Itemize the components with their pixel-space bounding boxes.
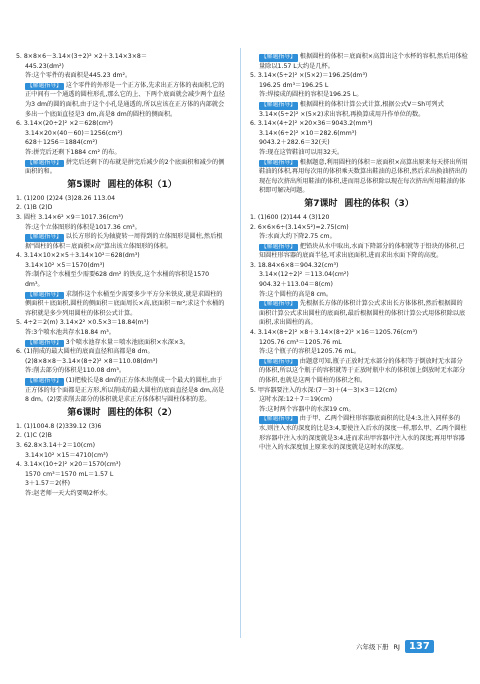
solution-hint xyxy=(16,376,228,405)
hint-tag: 【解题指导】 xyxy=(261,358,296,365)
hint-tag: 【解题指导】 xyxy=(27,159,62,166)
answer-line: 1. (1)1004.8 (2)339.12 (3)6 xyxy=(16,422,102,430)
page-footer xyxy=(356,640,434,653)
right-column xyxy=(250,52,468,453)
answer-line: 答:制作这个水桶至少需要628 dm² 的铁皮,这个水桶的容积是1570 dm³。 xyxy=(25,271,210,289)
hint-text: 拼完后还剩下的布就是拼完后减少的2个底面积和减少的侧面积的和。 xyxy=(25,158,225,176)
answer-line: 答:这个圆柱的高是8 cm。 xyxy=(259,290,333,298)
solution-hint xyxy=(16,290,228,319)
hint-tag: 【解题指导】 xyxy=(27,339,62,346)
answer-line: 3.14×10² ×15＝4710(cm³) xyxy=(25,451,109,459)
answer-line: 9043.2＋282.6＝32(天) xyxy=(259,139,330,147)
hint-tag: 【解题指导】 xyxy=(27,378,62,384)
answer-line: 4. 3.14×(10÷2)² ×20＝1570(cm³) xyxy=(16,461,121,469)
answer-line: 1. (1)600 (2)144 4 (3)120 xyxy=(250,213,330,221)
answer-line: 3.14×(12÷2)² ＝113.04(cm²) xyxy=(259,271,349,279)
answer-line: 6. (1)削成的最大圆柱的底面直径和高都是8 dm。 xyxy=(16,348,154,356)
answer-line: 答:拼完后还剩下1884 cm² 的布。 xyxy=(25,148,121,156)
hint-text: 根据圆柱的体积＝底面积×高算出这个水杯的容积,然后用体检量除以1.57 L大约是几杯。 xyxy=(259,53,468,70)
section-title xyxy=(16,406,228,421)
answer-line: 这时水深:12＋7＝19(cm) xyxy=(259,396,333,404)
hint-text: 把铅块从水中取出,水面下降部分的体积就等于铅块的体积,已知圆柱形容器的底面半径,可求出底面积,进而求出水面下降的高度。 xyxy=(259,242,465,260)
hint-text: (1)把棱长是8 dm的正方体木块削成一个最大的圆柱,由于正方体的每个面都是正方形,所以削成的最大圆柱的底面直径是8 dm,高是8 dm。(2)要求削去部分的体积就是求正方体体积与圆柱体积的差。 xyxy=(25,377,225,404)
answer-line: 6. 3.14×(4÷2)² ×20×36＝9043.2(mm³) xyxy=(250,120,373,128)
answer-line: 1205.76 cm³＝1205.76 mL xyxy=(259,338,342,346)
hint-text: 3个喷水池存水量＝喷水池底面积×水深×3。 xyxy=(65,338,190,346)
answer-line: 3. 62.8×3.14＋2＝10(cm) xyxy=(16,441,96,449)
hint-text: 根据题意,利用圆柱的体积＝底面积×高算出原来每天挤出所用鞋油的体积,再用每次用的体积乘天数算出鞋油的总体积,然后求出换油挤出的现在每次挤出所用鞋油的体积,进而用总体积除以现在每次挤出所用鞋油的体积即可解决问题。 xyxy=(259,158,468,195)
answer-line: 4. 3.14×(8÷2)² ×8＋3.14×(8÷2)² ×16＝1205.76(cm³) xyxy=(250,329,418,337)
edition-label: RJ xyxy=(393,642,400,651)
hint-tag: 【解题指导】 xyxy=(261,243,296,250)
answer-line: 1570 cm³＝1570 mL＝1.57 L xyxy=(25,470,114,478)
answer-line: 答:3个喷水池共存水18.84 m³。 xyxy=(25,329,115,337)
lesson-topic: 圆柱的体积（1） xyxy=(107,179,177,190)
hint-tag: 【解题指导】 xyxy=(27,234,62,241)
hint-tag: 【解题指导】 xyxy=(261,159,296,166)
answer-line: 3＋1.57＝2(杯) xyxy=(25,480,71,488)
answer-line: 答:这个零件的表面积是445.23 dm²。 xyxy=(25,72,132,80)
solution-hint xyxy=(16,338,228,348)
hint-tag: 【解题指导】 xyxy=(261,301,296,308)
hint-tag: 【解题指导】 xyxy=(261,54,296,60)
solution-hint xyxy=(16,232,228,251)
solution-hint xyxy=(250,242,468,261)
answer-line: 3.14×20×(40－60)＝1256(cm²) xyxy=(25,129,123,137)
hint-text: 由题意可知,瓶子正放时无水部分的体积等于倒放时无水部分的体积,所以这个瓶子的容积就等于正放时瓶中水的体积加上倒放时无水部分的体积,也就是这两个圆柱的体积之和。 xyxy=(259,357,466,384)
answer-line: 3. 圆柱 3.14×6² ×9＝1017.36(cm³) xyxy=(16,213,124,221)
answer-line: 答:现在这管鞋油可以用32天。 xyxy=(259,148,344,156)
answer-line: 2. (1)B (2)D xyxy=(16,204,53,212)
hint-tag: 【解题指导】 xyxy=(27,82,62,89)
answer-line: 196.25 dm³＝196.25 L xyxy=(259,81,329,89)
lesson-number: 第5课时 xyxy=(67,179,101,190)
answer-line: 6. 3.14×(20÷2)² ×2＝628(cm²) xyxy=(16,120,113,128)
hint-tag: 【解题指导】 xyxy=(27,291,62,298)
answer-line: 1. (1)200 (2)24 (3)28.26 113.04 xyxy=(16,194,116,202)
answer-line: 3.14×10² ×5＝1570(dm³) xyxy=(25,261,105,269)
answer-line: 答:这时两个容器中的水深19 cm。 xyxy=(259,405,355,413)
lesson-number: 第6课时 xyxy=(67,407,101,418)
solution-hint xyxy=(250,158,468,196)
grade-label: 六年级下册 xyxy=(356,643,389,651)
answer-line: 2. 6×6×6÷(3.14×5²)≈2.75(cm) xyxy=(250,223,349,231)
page-number: 137 xyxy=(405,640,434,653)
answer-line: 5. 甲容器要注入的水深:(7－3)＋(4－3)×3＝12(cm) xyxy=(250,386,398,394)
answer-line: 2. (1)C (2)B xyxy=(16,432,52,440)
solution-hint xyxy=(250,299,468,328)
answer-line: 答:这个瓶子的容积是1205.76 mL。 xyxy=(259,348,360,356)
left-column xyxy=(16,52,228,499)
solution-hint xyxy=(16,158,228,177)
answer-line: 答:这个立体图形的体积是1017.36 cm³。 xyxy=(25,223,141,231)
hint-text: 求制作这个水桶至少需要多少平方分米铁皮,就是求圆柱的侧面积＋底面积,圆柱的侧面积＝底面周长×高,底面积＝πr²;求这个水桶的容积就是多少列用圆柱的体积公式计算。 xyxy=(25,290,225,317)
solution-hint xyxy=(250,100,468,119)
answer-line: 628＋1256＝1884(cm²) xyxy=(25,139,98,147)
hint-text: 由于甲、乙两个圆柱形容器底面积的比是4:3,注入同样多的水,则注入水的深度的比是3:4,要使注入后水的深度一样,那么甲、乙两个圆柱形容器中注入水的深度就是3:4,进而求出甲容器中注入水的深度;再用甲容器中注入的水深度加上原来水的深度就是这时水的深度。 xyxy=(259,415,467,452)
answer-line: 3.14×(6÷2)² ×10＝282.6(mm³) xyxy=(259,129,357,137)
answer-line: 5. 8×8×6－3.14×(3÷2)² ×2＋3.14×3×8＝ xyxy=(16,53,148,60)
solution-hint xyxy=(250,357,468,386)
solution-hint xyxy=(250,52,468,71)
answer-line: 答:水面大约下降2.75 cm。 xyxy=(259,233,336,241)
hint-tag: 【解题指导】 xyxy=(261,101,296,108)
lesson-topic: 圆柱的体积（2） xyxy=(107,407,177,418)
hint-tag: 【解题指导】 xyxy=(261,416,296,423)
hint-text: 这个零件的外形是一个正方体,先求出正方体的表面积,它的正中间有一个通透的圆柱形孔,那么它的上、下两个底面就会减少两个直径为3 dm的圆的面积,由于这个小孔是通透的,所以应该在正方体的内部就会多出一个底面直径是3 dm,高是8 dm的圆柱的侧面积。 xyxy=(25,81,225,118)
section-title xyxy=(250,197,468,212)
solution-hint xyxy=(16,81,228,119)
answer-line: 445.23(dm²) xyxy=(25,62,64,70)
column-divider xyxy=(240,48,241,638)
section-title xyxy=(16,178,228,193)
solution-hint xyxy=(250,414,468,452)
answer-line: 5. 4÷2＝2(m) 3.14×2² ×0.5×3＝18.84(m³) xyxy=(16,319,149,327)
hint-text: 根据圆柱的体积计算公式计算,根据公式V＝Sh可列式3.14×(5÷2)² ×(5×2)求出容积,再换算成用升作单位的数。 xyxy=(259,100,444,118)
answer-line: (2)8×8×8－3.14×(8÷2)² ×8＝110.08(dm³) xyxy=(25,357,158,365)
answer-line: 5. 3.14×(5÷2)² ×(5×2)＝196.25(dm³) xyxy=(250,72,368,80)
answer-line: 904.32＋113.04＝8(cm) xyxy=(259,281,333,289)
answer-line: 3. 18.84×6×8＝904.32(cm³) xyxy=(250,261,339,269)
answer-line: 答:削去部分的体积是110.08 dm³。 xyxy=(25,367,126,375)
hint-text: 以长方形的长为轴旋转一周得到的立体图形是圆柱,然后根据"圆柱的体积＝底面积×高"算出该立体图形的体积。 xyxy=(25,233,223,250)
answer-line: 4. 3.14×10×2×5＋3.14×10²＝628(dm³) xyxy=(16,252,140,260)
lesson-topic: 圆柱的体积（3） xyxy=(344,198,414,209)
hint-text: 先根据长方体的体积计算公式求出长方体体积,然后根据圆的面积计算公式求出圆柱的底面积,最后根据圆柱的体积计算公式用体积除以底面积,求出圆柱的高。 xyxy=(259,300,466,327)
lesson-number: 第7课时 xyxy=(304,198,338,209)
answer-line: 答:赵老师一天大约要喝2杯水。 xyxy=(25,489,112,497)
answer-line: 答:焊接成的圆柱的容积是196.25 L。 xyxy=(259,91,363,99)
